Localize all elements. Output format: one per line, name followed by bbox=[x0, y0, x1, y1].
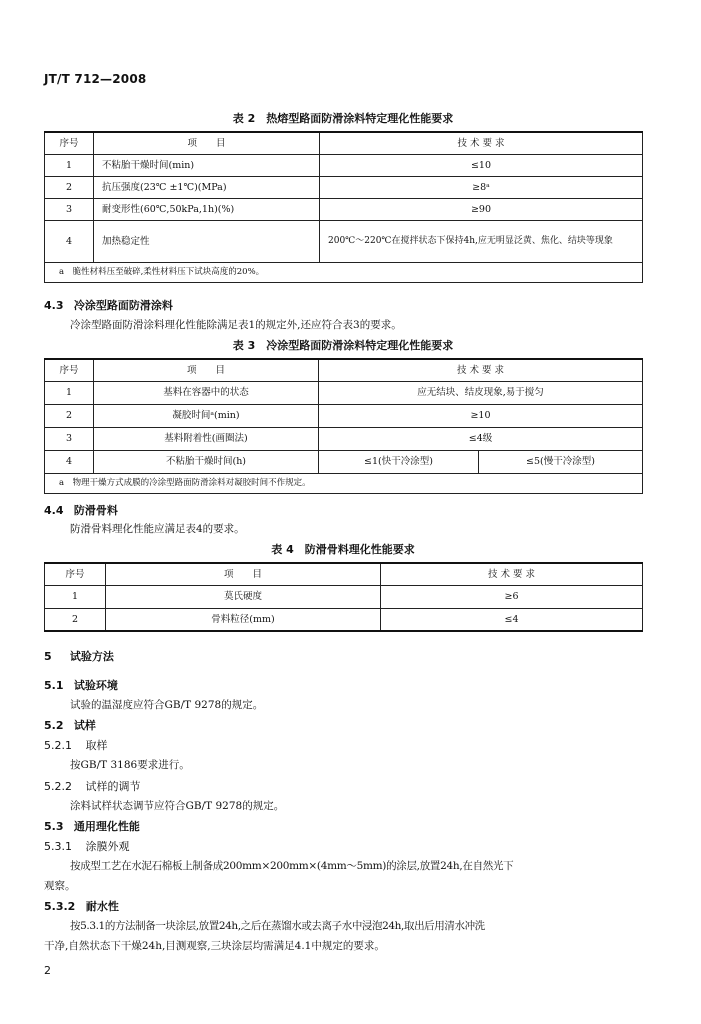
table2-header-req: 技 术 要 求 bbox=[320, 132, 643, 154]
section-4-4-heading bbox=[44, 502, 118, 518]
table3-cell-item: 不粘胎干燥时间(h) bbox=[94, 450, 319, 473]
table2-header-no: 序号 bbox=[45, 132, 94, 154]
table2-cell-no: 4 bbox=[45, 220, 94, 262]
section-5-3-2-text-line1: 按5.3.1的方法制备一块涂层,放置24h,之后在蒸馏水或去离子水中浸泡24h,取出后用清水冲洗 bbox=[70, 920, 485, 932]
section-number: 5.1 bbox=[44, 679, 64, 692]
table4-header-no: 序号 bbox=[45, 563, 106, 585]
table3-cell-req: ≤4级 bbox=[319, 427, 643, 450]
table2 bbox=[44, 131, 643, 283]
table3-cell-no: 2 bbox=[45, 404, 94, 427]
table4-caption: 表 4 防滑骨料理化性能要求 bbox=[271, 543, 415, 556]
table3-note: a 物理干燥方式成膜的冷涂型路面防滑涂料对凝胶时间不作规定。 bbox=[45, 473, 643, 493]
section-title: 试验方法 bbox=[69, 650, 114, 663]
section-5-2-heading bbox=[44, 717, 96, 733]
table2-cell-item: 耐变形性(60℃,50kPa,1h)(%) bbox=[94, 198, 320, 220]
table3-cell-item: 凝胶时间ᵃ(min) bbox=[94, 404, 319, 427]
table4-cell-no: 2 bbox=[45, 608, 106, 631]
section-5-3-1-text-line1: 按成型工艺在水泥石棉板上制备成200mm×200mm×(4mm～5mm)的涂层,放置24h,在自然光下 bbox=[70, 860, 514, 872]
table3-cell-req: 应无结块、结皮现象,易于搅匀 bbox=[319, 381, 643, 404]
table2-cell-item: 不粘胎干燥时间(min) bbox=[94, 154, 320, 176]
section-number: 4.4 bbox=[44, 504, 64, 517]
table3-cell-req-slow: ≤5(慢干冷涂型) bbox=[479, 450, 643, 473]
table4-cell-req: ≤4 bbox=[381, 608, 643, 631]
section-5-2-2-text: 涂料试样状态调节应符合GB/T 9278的规定。 bbox=[70, 800, 285, 812]
table3-cell-req: ≥10 bbox=[319, 404, 643, 427]
page-number: 2 bbox=[44, 964, 51, 977]
table-row bbox=[45, 450, 643, 473]
section-5-3-heading bbox=[44, 818, 140, 834]
section-number: 5.3.1 bbox=[44, 840, 72, 853]
section-4-3-text: 冷涂型路面防滑涂料理化性能除满足表1的规定外,还应符合表3的要求。 bbox=[70, 319, 402, 331]
table-row bbox=[45, 198, 643, 220]
section-number: 5.2.2 bbox=[44, 780, 72, 793]
table3-cell-req-fast: ≤1(快干冷涂型) bbox=[319, 450, 479, 473]
table4-cell-no: 1 bbox=[45, 585, 106, 608]
section-number: 4.3 bbox=[44, 299, 64, 312]
table2-cell-no: 3 bbox=[45, 198, 94, 220]
section-4-3-heading bbox=[44, 297, 173, 313]
table2-cell-no: 1 bbox=[45, 154, 94, 176]
table2-header-item: 项 目 bbox=[94, 132, 320, 154]
table3-cell-item: 基料在容器中的状态 bbox=[94, 381, 319, 404]
section-title: 耐水性 bbox=[85, 900, 119, 913]
table3-cell-no: 1 bbox=[45, 381, 94, 404]
section-5-1-heading bbox=[44, 677, 118, 693]
section-5-3-1-text-line2: 观察。 bbox=[44, 880, 76, 892]
table4-header-req: 技 术 要 求 bbox=[381, 563, 643, 585]
table3-cell-no: 3 bbox=[45, 427, 94, 450]
table3-header-req: 技 术 要 求 bbox=[319, 359, 643, 381]
table4-header-item: 项 目 bbox=[106, 563, 381, 585]
table-row bbox=[45, 585, 643, 608]
table2-cell-item: 抗压强度(23℃ ±1℃)(MPa) bbox=[94, 176, 320, 198]
table3-caption: 表 3 冷涂型路面防滑涂料特定理化性能要求 bbox=[232, 339, 454, 352]
section-title: 试样的调节 bbox=[85, 780, 141, 793]
table2-cell-item: 加热稳定性 bbox=[94, 220, 320, 262]
section-title: 取样 bbox=[85, 739, 108, 752]
table3-header-no: 序号 bbox=[45, 359, 94, 381]
section-5-2-2-heading bbox=[44, 778, 141, 794]
section-5-3-2-heading bbox=[44, 898, 119, 914]
table-row bbox=[45, 176, 643, 198]
table4 bbox=[44, 562, 643, 632]
table4-cell-item: 莫氏硬度 bbox=[106, 585, 381, 608]
section-number: 5.2 bbox=[44, 719, 64, 732]
table2-note: a 脆性材料压至破碎,柔性材料压下试块高度的20%。 bbox=[45, 262, 643, 282]
table-row bbox=[45, 608, 643, 631]
section-title: 试验环境 bbox=[73, 679, 118, 692]
section-title: 通用理化性能 bbox=[73, 820, 140, 833]
table2-cell-req: ≤10 bbox=[320, 154, 643, 176]
table3-cell-item: 基料附着性(画圈法) bbox=[94, 427, 319, 450]
section-5-2-1-text: 按GB/T 3186要求进行。 bbox=[70, 759, 190, 771]
table2-cell-req: 200℃～220℃在搅拌状态下保持4h,应无明显泛黄、焦化、结块等现象 bbox=[320, 220, 643, 262]
table-row bbox=[45, 404, 643, 427]
section-5-heading bbox=[44, 648, 114, 664]
section-title: 试样 bbox=[73, 719, 96, 732]
table2-cell-req: ≥8ᵃ bbox=[320, 176, 643, 198]
table3-cell-no: 4 bbox=[45, 450, 94, 473]
section-5-1-text: 试验的温湿度应符合GB/T 9278的规定。 bbox=[70, 699, 264, 711]
section-5-3-2-text-line2: 干净,自然状态下干燥24h,目测观察,三块涂层均需满足4.1中规定的要求。 bbox=[44, 940, 385, 952]
section-title: 防滑骨料 bbox=[73, 504, 118, 517]
section-number: 5 bbox=[44, 650, 52, 663]
table3 bbox=[44, 358, 643, 494]
section-number: 5.3 bbox=[44, 820, 64, 833]
table-row bbox=[45, 220, 643, 262]
table4-cell-item: 骨料粒径(mm) bbox=[106, 608, 381, 631]
section-5-2-1-heading bbox=[44, 737, 108, 753]
table2-cell-req: ≥90 bbox=[320, 198, 643, 220]
table-row bbox=[45, 154, 643, 176]
section-number: 5.3.2 bbox=[44, 900, 76, 913]
table2-caption: 表 2 热熔型路面防滑涂料特定理化性能要求 bbox=[232, 112, 454, 125]
table4-cell-req: ≥6 bbox=[381, 585, 643, 608]
section-4-4-text: 防滑骨料理化性能应满足表4的要求。 bbox=[70, 523, 245, 535]
table-row bbox=[45, 427, 643, 450]
page-header: JT/T 712—2008 bbox=[44, 72, 147, 86]
section-title: 涂膜外观 bbox=[85, 840, 130, 853]
table3-header-item: 项 目 bbox=[94, 359, 319, 381]
table-row bbox=[45, 381, 643, 404]
table2-cell-no: 2 bbox=[45, 176, 94, 198]
section-number: 5.2.1 bbox=[44, 739, 72, 752]
section-title: 冷涂型路面防滑涂料 bbox=[73, 299, 173, 312]
section-5-3-1-heading bbox=[44, 838, 130, 854]
